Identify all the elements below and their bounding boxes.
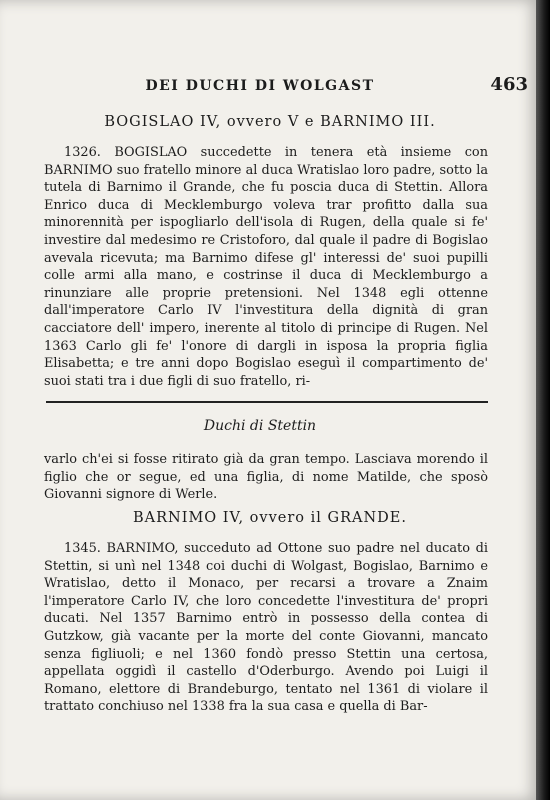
section-heading-bogislao: BOGISLAO IV, ovvero V e BARNIMO III. (104, 114, 436, 130)
section-heading-barnimo: BARNIMO IV, ovvero il GRANDE. (132, 510, 407, 526)
section-divider (46, 401, 488, 403)
section-label: Duchi di Stettin (203, 418, 317, 434)
running-head (50, 74, 528, 98)
running-title: DEI DUCHI DI WOLGAST (145, 78, 375, 94)
paragraph: 1326. BOGISLAO succedette in tenera età insieme con BARNIMO suo fratello minore al duca Wratislao loro padre, sotto la tutela di Barnimo il Grande, che fu poscia duca di Stettin. Allora Enrico duca di Mecklemburgo voleva trar profitto dalla sua minorennità per ispogliarlo dell'isola di Rugen, della quale si fe' investire dal medesimo re Cristoforo, dal quale il padre di Bogislao avevala ricevuta; ma Barnimo difese gl' interessi de' suoi pupilli colle armi alla mano, e costrinse il duca di Mecklemburgo a rinunziare alle proprie pretensioni. Nel 1348 egli ottenne dall'imperatore Carlo IV l'investitura della dignità di gran cacciatore dell' impero, inerente al titolo di principe di Rugen. Nel 1363 Carlo gli fe' l'onore di dargli in isposa la propria figlia Elisabetta; e tre anni dopo Bogislao eseguì il compartimento de' suoi stati tra i due figli di suo fratello, ri- (44, 145, 488, 389)
page-number: 463 (490, 74, 528, 95)
continuation-text (44, 451, 488, 504)
section-body-bogislao (44, 144, 488, 390)
paragraph: 1345. BARNIMO, succeduto ad Ottone suo padre nel ducato di Stettin, si unì nel 1348 coi duchi di Wolgast, Bogislao, Barnimo e Wratislao, detto il Monaco, per recarsi a trovare a Znaim l'imperatore Carlo IV, che loro concedette l'investitura de' propri ducati. Nel 1357 Barnimo entrò in possesso della contea di Gutzkow, già vacante per la morte del conte Giovanni, mancato senza figliuoli; e nel 1360 fondò presso Stettin una certosa, appellata oggidì il castello d'Oderburgo. Avendo poi Luigi il Romano, elettore di Brandeburgo, tentato nel 1361 di violare il trattato conchiuso nel 1338 fra la sua casa e quella di Bar- (44, 541, 488, 715)
paragraph: varlo ch'ei si fosse ritirato già da gran tempo. Lasciava morendo il figlio che or segue, ed una figlia, di nome Matilde, che sposò Giovanni signore di Werle. (44, 452, 488, 503)
page-edge-shadow (536, 0, 550, 800)
section-body-barnimo (44, 540, 488, 716)
